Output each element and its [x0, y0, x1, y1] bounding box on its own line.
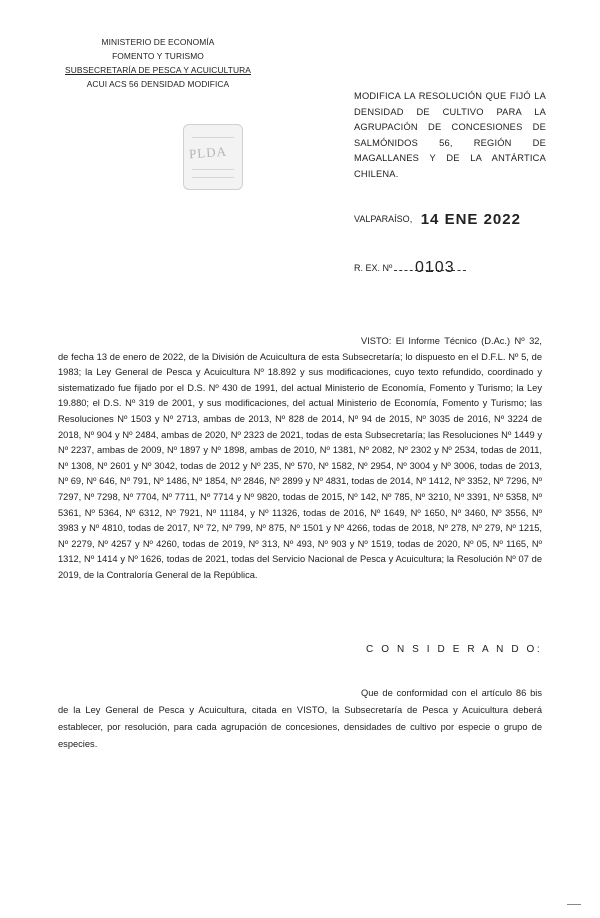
file-reference: ACUI ACS 56 DENSIDAD MODIFICA: [86, 79, 230, 89]
resolution-number: 0103: [415, 259, 455, 276]
date-line: [354, 211, 521, 228]
page-corner-mark: [567, 904, 581, 905]
date-place: VALPARAÍSO,: [354, 214, 413, 224]
date-value: 14 ENE 2022: [420, 211, 521, 228]
visto-section: [58, 334, 542, 584]
ministry-subname: FOMENTO Y TURISMO: [112, 51, 204, 61]
official-stamp-icon: PLDA: [183, 124, 243, 190]
considerando-paragraph: Que de conformidad con el artículo 86 bis de la Ley General de Pesca y Acuicultura, citada en VISTO, la Subsecretaría de Pesca y Acuicultura deberá establecer, por resolución, para cada agrupación de concesiones, densidades de cultivo por especie o grupo de especies.: [58, 688, 542, 749]
resolution-subject: MODIFICA LA RESOLUCIÓN QUE FIJÓ LA DENSIDAD DE CULTIVO PARA LA AGRUPACIÓN DE CONCESIONES DE SALMÓNIDOS 56, REGIÓN DE MAGALLANES Y DE LA ANTÁRTICA CHILENA.: [354, 91, 546, 179]
resolution-number-line: [354, 259, 466, 276]
undersecretariat-name: SUBSECRETARÍA DE PESCA Y ACUICULTURA: [65, 65, 251, 75]
issuer-header: [58, 35, 258, 91]
considerando-section: [58, 685, 542, 753]
ministry-name: MINISTERIO DE ECONOMÍA: [101, 37, 215, 47]
considerando-heading: C O N S I D E R A N D O:: [366, 644, 543, 655]
visto-paragraph: VISTO: El Informe Técnico (D.Ac.) Nº 32, de fecha 13 de enero de 2022, de la División de Acuicultura de esta Subsecretaría; lo dispuesto en el D.F.L. Nº 5, de 1983; la Ley General de Pesca y Acuicultura Nº 18.892 y sus modificaciones, cuyo texto refundido, coordinado y sistematizado fue fijado por el D.S. Nº 430 de 1991, del actual Ministerio de Economía, Fomento y Turismo; la Ley 19.880; el D.S. Nº 319 de 2001, y sus modificaciones, del actual Ministerio de Economía, Fomento y Turismo; las Resoluciones Nº 1503 y Nº 2713, ambas de 2013, Nº 828 de 2014, Nº 94 de 2015, Nº 3035 de 2016, Nº 3224 de 2018, Nº 904 y Nº 2484, ambas de 2020, Nº 2323 de 2021, todas de esta Subsecretaría; las Resoluciones Nº 1449 y Nº 2237, ambas de 2009, Nº 1897 y Nº 1898, ambas de 2010, Nº 1381, Nº 2082, Nº 2302 y Nº 2534, todas de 2011, Nº 1308, Nº 2601 y Nº 3042, todas de 2012 y Nº 235, Nº 570, Nº 1582, Nº 2954, Nº 3004 y Nº 3006, todas de 2013, Nº 69, Nº 646, Nº 791, Nº 1486, Nº 1854, Nº 2846, Nº 2899 y Nº 4831, todas de 2014, Nº 1412, Nº 3352, Nº 7296, Nº 7297, Nº 7298, Nº 7704, Nº 7711, Nº 7714 y Nº 9820, todas de 2015, Nº 142, Nº 785, Nº 3210, Nº 3391, Nº 5358, Nº 5361, Nº 5364, Nº 6312, Nº 7921, Nº 11184, y Nº 11326, todas de 2016, Nº 1649, Nº 1650, Nº 3460, Nº 3556, Nº 3983 y Nº 4810, todas de 2017, Nº 72, Nº 799, Nº 875, Nº 1501 y Nº 4266, todas de 2018, Nº 278, Nº 279, Nº 1215, Nº 2279, Nº 4257 y Nº 4260, todas de 2019, Nº 313, Nº 493, Nº 903 y Nº 1519, todas de 2020, Nº 05, Nº 1165, Nº 1312, Nº 1414 y Nº 1626, todas de 2021, todas del Servicio Nacional de Pesca y Acuicultura; la Resolución Nº 07 de 2019, de la Contraloría General de la República.: [58, 336, 542, 580]
resolution-label: R. EX. Nº: [354, 263, 393, 273]
